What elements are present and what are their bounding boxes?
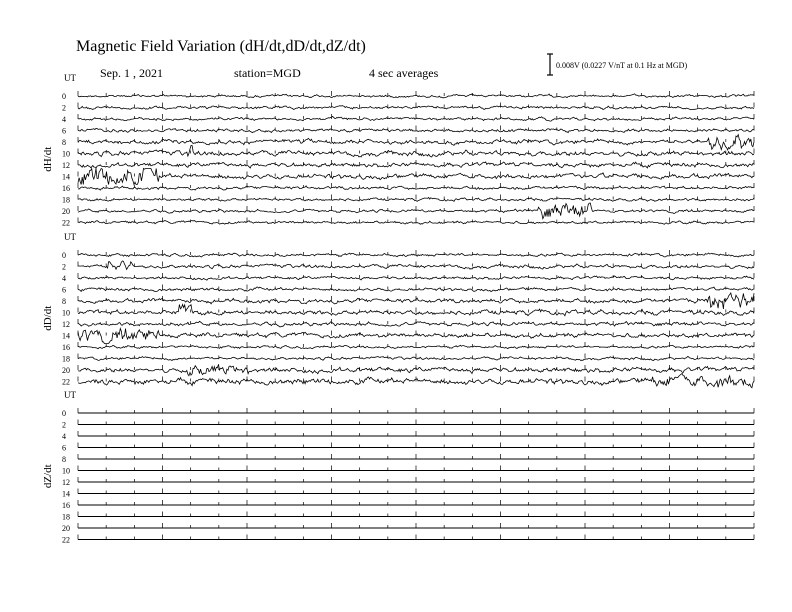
scale-label: 0.008V (0.0227 V/nT at 0.1 Hz at MGD)	[556, 61, 688, 70]
row-label: 4	[62, 432, 66, 441]
row-label: 2	[62, 420, 66, 430]
row-label: 2	[62, 262, 66, 272]
row-label: 10	[62, 308, 70, 318]
row-label: 0	[62, 409, 66, 418]
row-label: 6	[62, 126, 66, 136]
panel-2	[42, 390, 754, 545]
row-label: 22	[62, 535, 70, 545]
row-label: 0	[62, 251, 66, 260]
row-label: 22	[62, 218, 70, 228]
row-label: 12	[62, 161, 70, 170]
row-label: 12	[62, 478, 70, 487]
row-label: 16	[62, 501, 70, 510]
station-label: station=MGD	[234, 66, 301, 80]
row-label: 16	[62, 343, 70, 352]
row-label: 2	[62, 103, 66, 113]
row-label: 20	[62, 366, 70, 375]
trace-line	[78, 203, 754, 219]
trace-line	[78, 135, 754, 150]
row-label: 22	[62, 377, 70, 387]
chart-title: Magnetic Field Variation (dH/dt,dD/dt,dZ/dt)	[76, 38, 366, 55]
row-label: 4	[62, 274, 66, 283]
row-label: 16	[62, 184, 70, 193]
trace-line	[78, 162, 754, 168]
ut-label: UT	[64, 390, 76, 400]
row-label: 6	[62, 285, 66, 295]
row-label: 20	[62, 524, 70, 533]
panel-0	[42, 73, 754, 228]
row-label: 18	[62, 195, 70, 205]
row-label: 0	[62, 92, 66, 101]
row-label: 4	[62, 115, 66, 124]
row-label: 20	[62, 207, 70, 216]
row-label: 8	[62, 297, 66, 306]
row-label: 8	[62, 455, 66, 464]
ut-label: UT	[64, 73, 76, 83]
row-label: 14	[62, 489, 70, 499]
row-label: 18	[62, 354, 70, 364]
date-label: Sep. 1 , 2021	[100, 66, 163, 80]
row-label: 6	[62, 443, 66, 453]
row-label: 10	[62, 149, 70, 159]
row-label: 18	[62, 512, 70, 522]
ut-label: UT	[64, 232, 76, 242]
panel-label: dD/dt	[42, 305, 54, 331]
panel-label: dZ/dt	[42, 464, 54, 489]
averaging-label: 4 sec averages	[369, 66, 439, 80]
row-label: 12	[62, 320, 70, 329]
panel-1	[42, 232, 754, 388]
row-label: 10	[62, 466, 70, 476]
row-label: 14	[62, 172, 70, 182]
panel-label: dH/dt	[42, 146, 54, 172]
row-label: 8	[62, 138, 66, 147]
row-label: 14	[62, 331, 70, 341]
